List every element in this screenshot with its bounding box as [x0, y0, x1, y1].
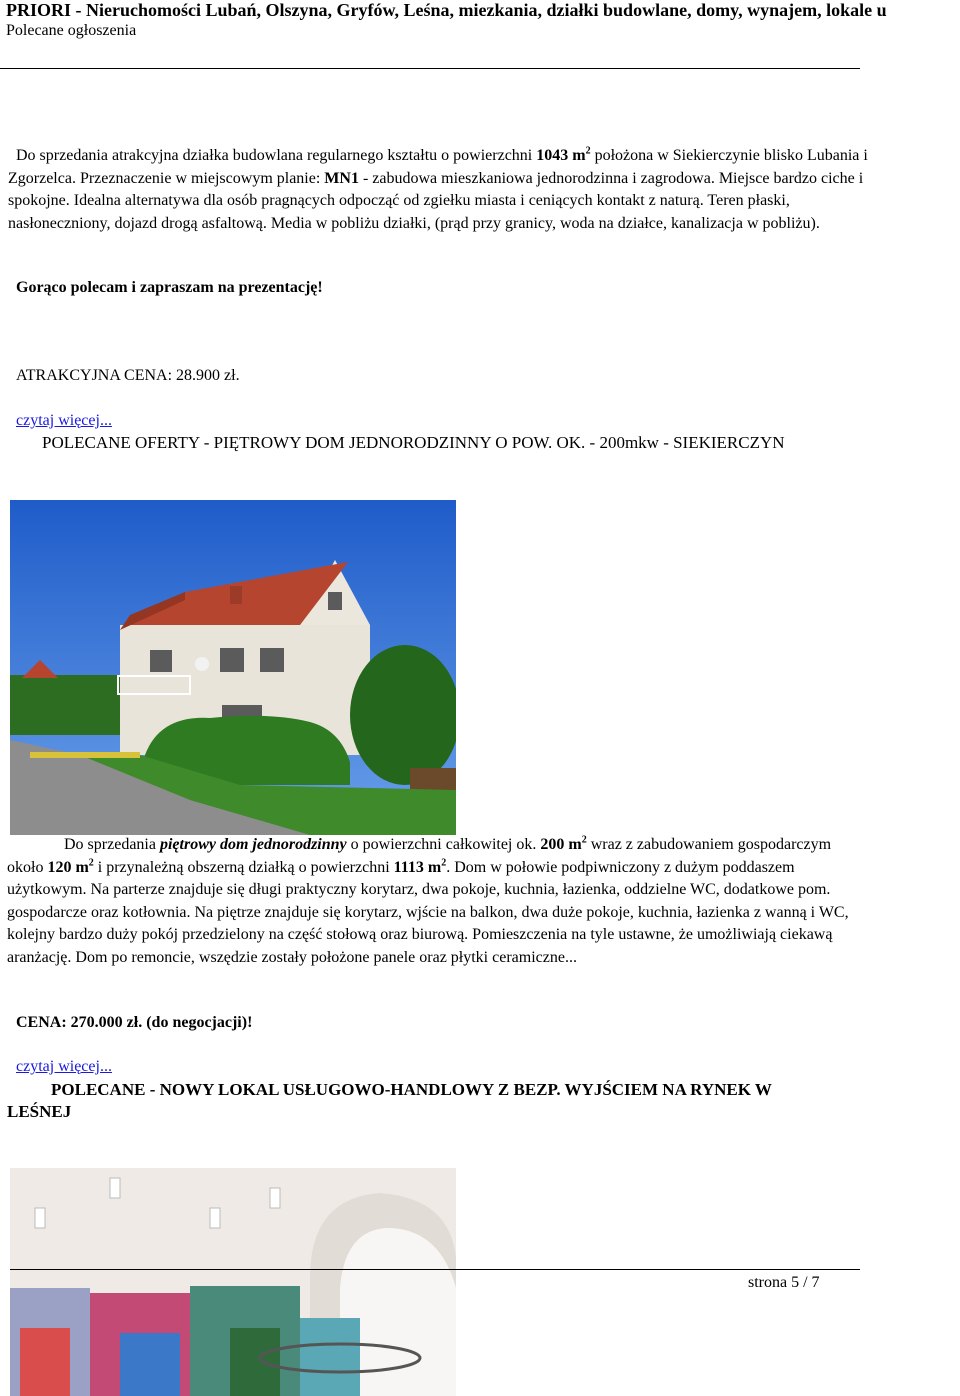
section-subtitle: Polecane ogłoszenia [6, 22, 137, 39]
listing2-house-photo [10, 500, 456, 835]
listing2-price: CENA: 270.000 zł. (do negocjacji)! [16, 1014, 253, 1031]
listing3-title[interactable] [7, 1079, 867, 1123]
listing2-read-more-link[interactable]: czytaj więcej... [16, 1058, 112, 1075]
listing1-read-more-link[interactable]: czytaj więcej... [16, 412, 112, 429]
site-title: PRIORI - Nieruchomości Lubań, Olszyna, Gryfów, Leśna, miezkania, działki budowlane, domy, wynajem, lokale u [6, 0, 887, 20]
listing3-shop-photo [10, 1168, 456, 1396]
listing2-title[interactable]: POLECANE OFERTY - PIĘTROWY DOM JEDNORODZINNY O POW. OK. - 200mkw - SIEKIERCZYN [42, 433, 785, 452]
house-photo-graphic [10, 500, 456, 835]
listing1-price: ATRAKCYJNA CENA: 28.900 zł. [16, 367, 240, 384]
listing1-description: Do sprzedania atrakcyjna działka budowlana regularnego kształtu o powierzchni 1043 $m^2$ położona w Siekierczynie blisko Lubania i Zgorzelca. Przeznaczenie w miejscowym planie: MN1 - zabudowa mieszkaniowa jednorodzinna i zagrodowa. Miejsce bardzo ciche i spokojne. Idealna alternatywa dla osób pragnących odpocząć od zgiełku miasta i ceniących kontakt z naturą. Teren płaski, nasłoneczniony, dojazd drogą asfaltową. Media w pobliżu działki, (prąd przy granicy, woda na działce, kanalizacja w pobliżu). [8, 145, 868, 232]
listing2-description: Do sprzedania piętrowy dom jednorodzinny o powierzchni całkowitej ok. 200 $m^2$ wraz z zabudowaniem gospodarczym około 120 $m^2$ i przynależną obszerną działką o powierzchni 1113 $m^2$. Dom w połowie podpiwniczony z dużym poddaszem użytkowym. Na parterze znajduje się długi praktyczny korytarz, dwa pokoje, kuchnia, łazienka, oddzielne WC, dodatkowe pom. gospodarcze oraz kotłownia. Na piętrze znajduje się korytarz, wjście na balkon, dwa duże pokoje, kuchnia, łazienka z wanną i WC, kolejny bardzo duży pokój przedzielony na część stołową oraz biurową. Pomieszczenia na tyle ustawne, że umożliwiają ciekawą aranżację. Dom po remoncie, wszędzie zostały położone panele oraz płytki ceramiczne... [7, 834, 849, 966]
page-number: strona 5 / 7 [748, 1274, 820, 1291]
header-divider [0, 68, 860, 69]
shop-photo-graphic [10, 1168, 456, 1396]
listing3-title-line1: POLECANE - NOWY LOKAL USŁUGOWO-HANDLOWY Z BEZP. WYJŚCIEM NA RYNEK W [51, 1080, 772, 1099]
listing1-recommend: Gorąco polecam i zapraszam na prezentację! [16, 279, 323, 296]
listing3-title-line2: LEŚNEJ [7, 1102, 72, 1121]
footer-divider [10, 1269, 860, 1270]
